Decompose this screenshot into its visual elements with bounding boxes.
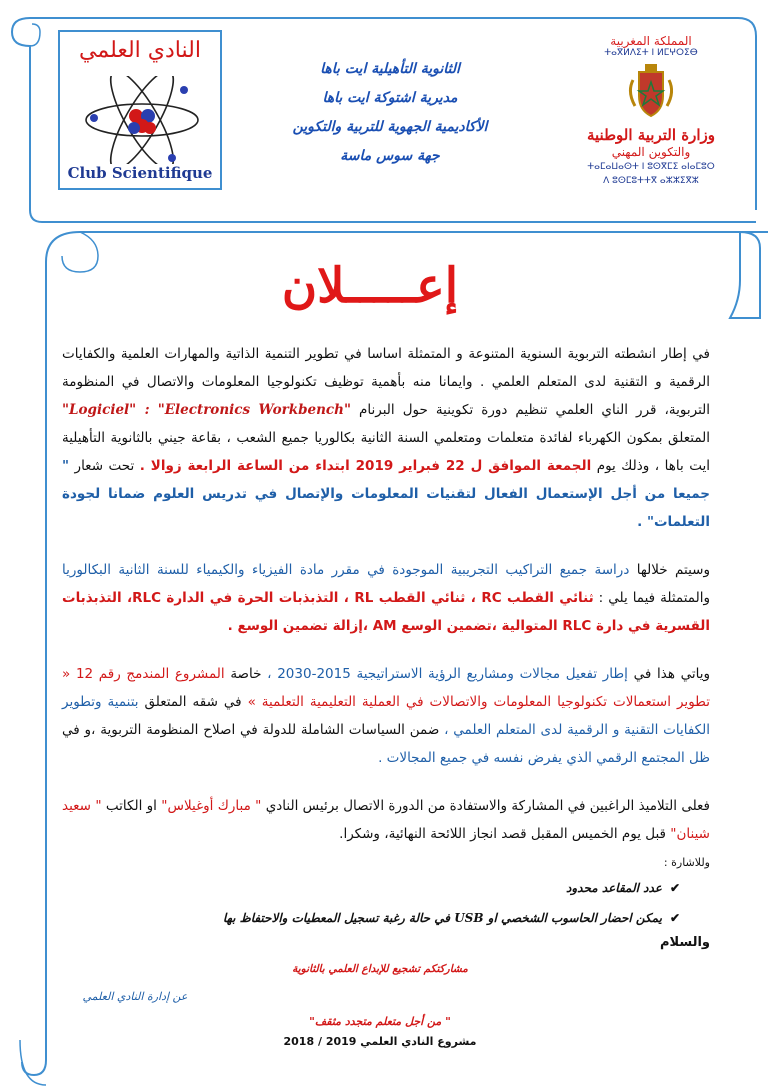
school-line-3: الأكاديمية الجهوية للتربية والتكوين xyxy=(292,119,488,135)
check-icon: ✔ xyxy=(669,911,680,925)
p3-text-b: إطار تفعيل مجالات ومشاريع الرؤية الاستراتيجية 2015-2030 ، xyxy=(267,666,628,682)
kingdom-tifinagh: ⵜⴰⴳⵍⴷⵉⵜ ⵏ ⵍⵎⵖⵔⵉⴱ xyxy=(604,48,698,58)
list-item xyxy=(60,903,680,933)
p4-secretary-name: " سعيد شينان" xyxy=(62,798,710,842)
check-icon: ✔ xyxy=(669,881,680,895)
club-logo-arabic-title: النادي العلمي xyxy=(79,38,201,63)
announcement-body xyxy=(62,340,710,868)
ministry-name-line1: وزارة التربية الوطنية xyxy=(586,126,715,144)
club-logo xyxy=(58,30,222,190)
p4-text-e: قبل يوم الخميس المقبل قصد انجاز اللائحة النهائية، وشكرا. xyxy=(339,826,666,842)
school-line-1: الثانوية التأهيلية ايت باها xyxy=(320,61,460,77)
encouragement-line: مشاركتكم تشجيع للإبداع العلمي بالثانوية xyxy=(292,963,468,975)
paragraph-1 xyxy=(62,340,710,536)
atom-icon xyxy=(80,76,204,164)
notes-list xyxy=(60,873,710,933)
p3-text-g: ضمن السياسات الشاملة للدولة في اصلاح المنظومة التربوية ،و في xyxy=(62,722,440,738)
list-item xyxy=(60,873,680,903)
paragraph-4 xyxy=(62,792,710,848)
p1-text-c: تحت شعار xyxy=(74,458,135,474)
p4-text-a: فعلى التلاميذ الراغبين في المشاركة والاستفادة من الدورة الاتصال برئيس النادي xyxy=(265,798,711,814)
club-logo-french-title: Club Scientifique xyxy=(67,164,213,182)
note-text-1: عدد المقاعد محدود xyxy=(566,881,662,895)
paragraph-3 xyxy=(62,660,710,772)
ministry-tifinagh-line1: ⵜⴰⵎⴰⵡⴰⵙⵜ ⵏ ⵓⵙⴳⵎⵉ ⴰⵏⴰⵎⵓⵔ xyxy=(587,162,715,172)
p1-text-a: في إطار انشطته التربوية السنوية المتنوعة و المتمثلة اساسا في تطوير التنمية الذاتية والمهارات العلمية والكفايات الرقمية و التقنية لدى المتعلم العلمي . وايمانا منه بأهمية توظيف تكنولوجيا المعلومات والاتصال في المنظومة التربوية، قرر الناي العلمي تنظيم دورة تكوينية حول البرنام xyxy=(62,346,711,418)
kingdom-arabic: المملكة المغربية xyxy=(610,34,692,48)
p1-workbench: "Electronics Workbench" xyxy=(157,402,351,418)
coat-of-arms-icon xyxy=(621,62,681,122)
p1-slogan: " جميعا من أجل الإستعمال الفعال لتقنيات المعلومات والإتصال في تدريس العلوم ضمانا لجودة التعلمات" . xyxy=(62,458,710,530)
project-line: مشروع النادي العلمي 2019 / 2018 xyxy=(283,1035,477,1048)
p1-text-b: المتعلق بمكون الكهرباء لفائدة متعلمات ومتعلمي السنة الثانية بكالوريا جميع الشعب ، بقاعة جيني بالثانوية التأهيلية ايت باها ، وذلك يوم xyxy=(62,430,711,474)
p2-text-a: وسيتم خلالها xyxy=(636,562,710,578)
p2-text-b: دراسة جميع التراكيب التجريبية الموجودة في مقرر مادة الفيزياء والكيمياء للسنة الثانية البكالوريا xyxy=(62,562,630,578)
p1-date: الجمعة الموافق ل 22 فبراير 2019 ابتداء من الساعة الرابعة زوالا . xyxy=(139,458,592,474)
admin-signature: عن إدارة النادي العلمي xyxy=(82,990,188,1003)
p4-president-name: " مبارك أوغيلاس" xyxy=(161,798,262,814)
ministry-logo xyxy=(563,28,739,208)
p3-text-f: بتنمية وتطوير الكفايات التقنية و الرقمية لدى المتعلم العلمي ، xyxy=(62,694,710,738)
club-motto: " من أجل متعلم متجدد مثقف" xyxy=(309,1015,451,1028)
note-text-2: يمكن احضار الحاسوب الشخصي او USB في حالة رغبة تسجيل المعطيات والاحتفاظ بها xyxy=(222,911,662,925)
p3-text-h: ظل المجتمع الرقمي الذي يفرض نفسه في جميع المجالات . xyxy=(378,750,710,766)
ministry-tifinagh-line2: ⴷ ⵓⵙⵎⵓⵜⵜⴳ ⴰⵣⵣⵉⴳⵣ xyxy=(603,176,699,186)
p2-text-c: والمتمثلة فيما يلي : xyxy=(598,590,710,606)
notes-label: وللاشارة : xyxy=(663,856,710,869)
ministry-name-line2: والتكوين المهني xyxy=(611,145,691,159)
closing-greeting: والسلام xyxy=(659,935,710,950)
p1-logiciel: "Logiciel" : xyxy=(62,402,150,418)
p4-text-c: او الكاتب xyxy=(105,798,157,814)
announcement-title: إعـــــلان xyxy=(281,258,459,314)
school-line-4: جهة سوس ماسة xyxy=(340,148,440,164)
notes-section xyxy=(60,856,710,933)
school-line-2: مديرية اشتوكة ايت باها xyxy=(322,90,458,106)
p3-text-e: في شقه المتعلق xyxy=(144,694,242,710)
p3-text-a: وياتي هذا في xyxy=(633,666,711,682)
paragraph-2 xyxy=(62,556,710,640)
p2-text-d: ثنائي القطب RC ، ثنائي القطب RL ، التذبذبات الحرة في الدارة RLC، التذبذبات القسرية في دارة RLC المتوالية ،تضمين الوسع AM ،إزالة تضمين الوسع . xyxy=(62,590,710,634)
school-header xyxy=(260,55,520,171)
p3-text-d: المشروع المندمج رقم 12 « تطوير استعمالات تكنولوجيا المعلومات والاتصالات في العملية التعليمية التعلمية » xyxy=(62,666,710,710)
p3-text-c: خاصة xyxy=(230,666,262,682)
